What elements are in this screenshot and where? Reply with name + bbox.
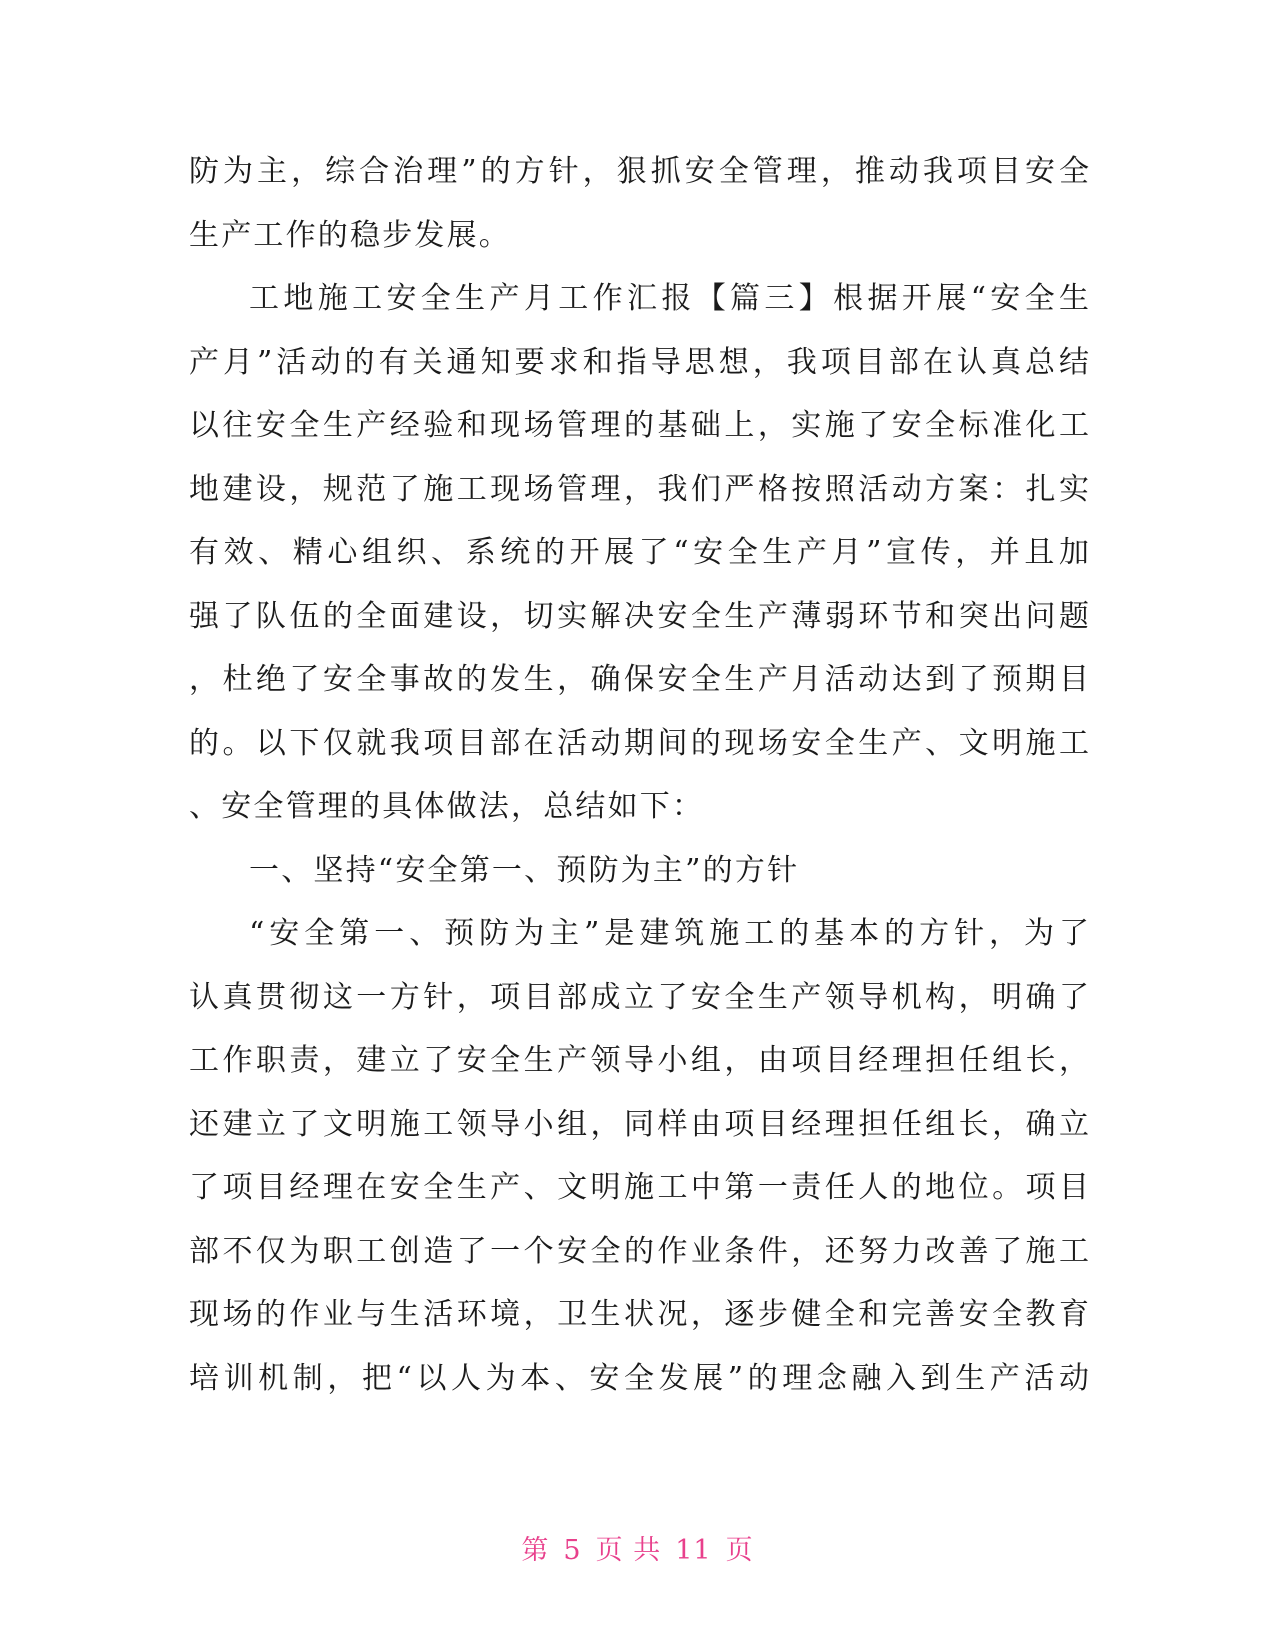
footer-prefix: 第 xyxy=(521,1535,550,1566)
text-line: 工作职责，建立了安全生产领导小组，由项目经理担任组长， xyxy=(189,1043,1089,1078)
total-page-count: 11 xyxy=(675,1535,712,1566)
text-line: 强了队伍的全面建设，切实解决安全生产薄弱环节和突出问题 xyxy=(189,598,1089,634)
text-line: 、安全管理的具体做法，总结如下： xyxy=(189,789,705,824)
text-line: 防为主，综合治理”的方针，狠抓安全管理，推动我项目安全 xyxy=(189,154,1089,189)
footer-middle: 页 共 xyxy=(595,1535,662,1566)
text-line: 地建设，规范了施工现场管理，我们严格按照活动方案：扎实 xyxy=(189,471,1089,507)
text-line: “安全第一、预防为主”是建筑施工的基本的方针，为了 xyxy=(249,916,1089,951)
document-body xyxy=(189,140,1089,1410)
text-line: 现场的作业与生活环境，卫生状况，逐步健全和完善安全教育 xyxy=(189,1297,1089,1332)
text-line: 的。以下仅就我项目部在活动期间的现场安全生产、文明施工 xyxy=(189,725,1089,761)
current-page-number: 5 xyxy=(563,1535,582,1566)
text-line: 部不仅为职工创造了一个安全的作业条件，还努力改善了施工 xyxy=(189,1233,1089,1269)
text-line: 认真贯彻这一方针，项目部成立了安全生产领导机构，明确了 xyxy=(189,979,1089,1015)
text-line: 还建立了文明施工领导小组，同样由项目经理担任组长，确立 xyxy=(189,1106,1089,1142)
text-line: 产月”活动的有关通知要求和指导思想，我项目部在认真总结 xyxy=(189,344,1089,380)
page-footer xyxy=(0,1528,1275,1567)
text-line: 有效、精心组织、系统的开展了“安全生产月”宣传，并且加 xyxy=(189,535,1089,570)
footer-suffix: 页 xyxy=(725,1535,754,1566)
text-line: 工地施工安全生产月工作汇报【篇三】根据开展“安全生 xyxy=(249,281,1089,316)
text-line: 了项目经理在安全生产、文明施工中第一责任人的地位。项目 xyxy=(189,1170,1089,1205)
text-line: 培训机制，把“以人为本、安全发展”的理念融入到生产活动 xyxy=(189,1360,1089,1396)
text-line: 生产工作的稳步发展。 xyxy=(189,217,511,253)
text-line: ，杜绝了安全事故的发生，确保安全生产月活动达到了预期目 xyxy=(189,662,1089,697)
section-heading: 一、坚持“安全第一、预防为主”的方针 xyxy=(249,852,800,888)
text-line: 以往安全生产经验和现场管理的基础上，实施了安全标准化工 xyxy=(189,408,1089,443)
